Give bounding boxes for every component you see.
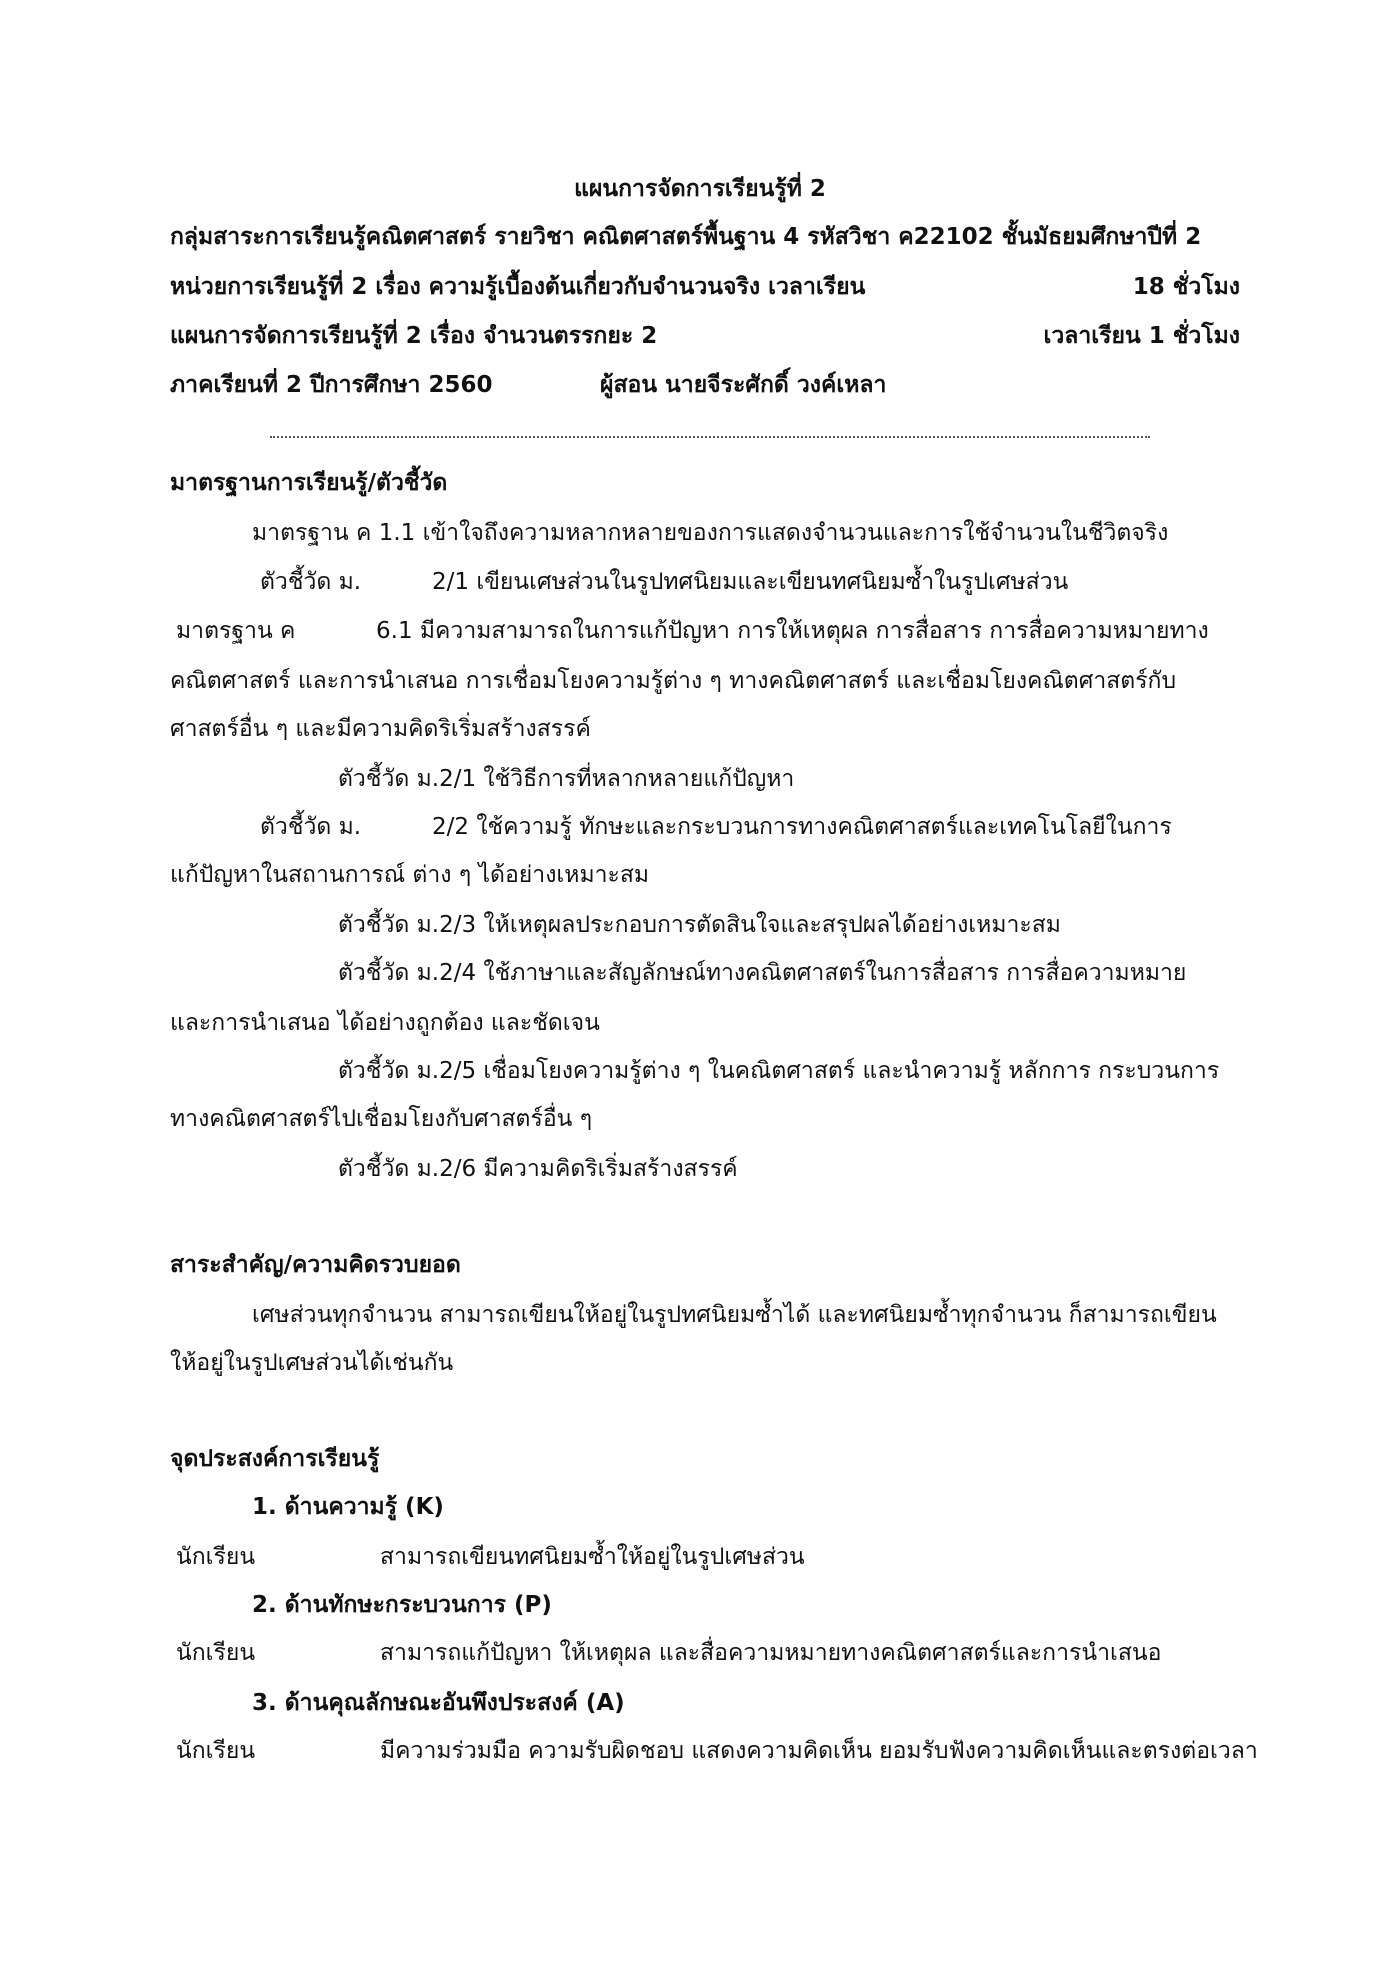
indicator-2-4-continuation: และการนำเสนอ ได้อย่างถูกต้อง และชัดเจน [170,1010,600,1036]
indicator-2-4: ตัวชี้วัด ม.2/4 ใช้ภาษาและสัญลักษณ์ทางคณิตศาสตร์ในการสื่อสาร การสื่อความหมาย [338,960,1187,986]
unit-text: หน่วยการเรียนรู้ที่ 2 เรื่อง ความรู้เบื้องต้นเกี่ยวกับจำนวนจริง เวลาเรียน [170,274,866,300]
objective-attribute-label: นักเรียน [176,1738,256,1764]
standard-1-indicator-label: ตัวชี้วัด ม. [260,569,362,595]
indicator-2-1: ตัวชี้วัด ม.2/1 ใช้วิธีการที่หลากหลายแก้ปัญหา [338,766,795,792]
objective-process-label: นักเรียน [176,1640,256,1666]
objective-process-heading: 2. ด้านทักษะกระบวนการ (P) [252,1592,552,1618]
plan-hours: เวลาเรียน 1 ชั่วโมง [1043,323,1240,349]
unit-hours: 18 ชั่วโมง [1132,274,1240,300]
document-title: แผนการจัดการเรียนรู้ที่ 2 [574,176,826,202]
objective-process-text: สามารถแก้ปัญหา ให้เหตุผล และสื่อความหมายทางคณิตศาสตร์และการนำเสนอ [380,1640,1162,1666]
dotted-divider [270,436,1150,438]
standards-heading: มาตรฐานการเรียนรู้/ตัวชี้วัด [170,470,448,496]
concept-heading: สาระสำคัญ/ความคิดรวบยอด [170,1252,461,1278]
indicator-2-5: ตัวชี้วัด ม.2/5 เชื่อมโยงความรู้ต่าง ๆ ในคณิตศาสตร์ และนำความรู้ หลักการ กระบวนการ [338,1058,1220,1084]
indicator-2-2-label: ตัวชี้วัด ม. [260,814,362,840]
standard-1-indicator-text: 2/1 เขียนเศษส่วนในรูปทศนิยมและเขียนทศนิยมซ้ำในรูปเศษส่วน [432,569,1069,595]
standard-2-label: มาตรฐาน ค [176,618,296,644]
semester-text: ภาคเรียนที่ 2 ปีการศึกษา 2560 [170,372,493,398]
indicator-2-5-continuation: ทางคณิตศาสตร์ไปเชื่อมโยงกับศาสตร์อื่น ๆ [170,1106,593,1132]
standard-2-continuation-1: คณิตศาสตร์ และการนำเสนอ การเชื่อมโยงความรู้ต่าง ๆ ทางคณิตศาสตร์ และเชื่อมโยงคณิตศาสตร์กับ [170,668,1177,694]
unit-line [170,274,1240,302]
objective-knowledge-text: สามารถเขียนทศนิยมซ้ำให้อยู่ในรูปเศษส่วน [380,1544,805,1570]
objectives-heading: จุดประสงค์การเรียนรู้ [170,1446,380,1472]
plan-text: แผนการจัดการเรียนรู้ที่ 2 เรื่อง จำนวนตรรกยะ 2 [170,323,658,349]
objective-attribute-text: มีความร่วมมือ ความรับผิดชอบ แสดงความคิดเห็น ยอมรับฟังความคิดเห็นและตรงต่อเวลา [380,1738,1258,1764]
indicator-2-3: ตัวชี้วัด ม.2/3 ให้เหตุผลประกอบการตัดสินใจและสรุปผลได้อย่างเหมาะสม [338,912,1061,938]
plan-line [170,323,1240,351]
objective-knowledge-label: นักเรียน [176,1544,256,1570]
indicator-2-6: ตัวชี้วัด ม.2/6 มีความคิดริเริ่มสร้างสรรค์ [338,1156,738,1182]
objective-attribute-heading: 3. ด้านคุณลักษณะอันพึงประสงค์ (A) [252,1690,625,1716]
concept-line-1: เศษส่วนทุกจำนวน สามารถเขียนให้อยู่ในรูปทศนิยมซ้ำได้ และทศนิยมซ้ำทุกจำนวน ก็สามารถเขียน [252,1302,1217,1328]
standard-1: มาตรฐาน ค 1.1 เข้าใจถึงความหลากหลายของการแสดงจำนวนและการใช้จำนวนในชีวิตจริง [252,520,1169,546]
standard-2-continuation-2: ศาสตร์อื่น ๆ และมีความคิดริเริ่มสร้างสรรค์ [170,716,591,742]
indicator-2-2-continuation: แก้ปัญหาในสถานการณ์ ต่าง ๆ ได้อย่างเหมาะสม [170,862,650,888]
indicator-2-2-text: 2/2 ใช้ความรู้ ทักษะและกระบวนการทางคณิตศาสตร์และเทคโนโลยีในการ [432,814,1172,840]
concept-line-2: ให้อยู่ในรูปเศษส่วนได้เช่นกัน [170,1350,454,1376]
standard-2-text: 6.1 มีความสามารถในการแก้ปัญหา การให้เหตุผล การสื่อสาร การสื่อความหมายทาง [376,618,1209,644]
teacher-text: ผู้สอน นายจีระศักดิ์ วงค์เหลา [600,372,887,398]
objective-knowledge-heading: 1. ด้านความรู้ (K) [252,1494,444,1520]
subject-line: กลุ่มสาระการเรียนรู้คณิตศาสตร์ รายวิชา คณิตศาสตร์พื้นฐาน 4 รหัสวิชา ค22102 ชั้นมัธยมศึกษาปีที่ 2 [170,224,1202,250]
